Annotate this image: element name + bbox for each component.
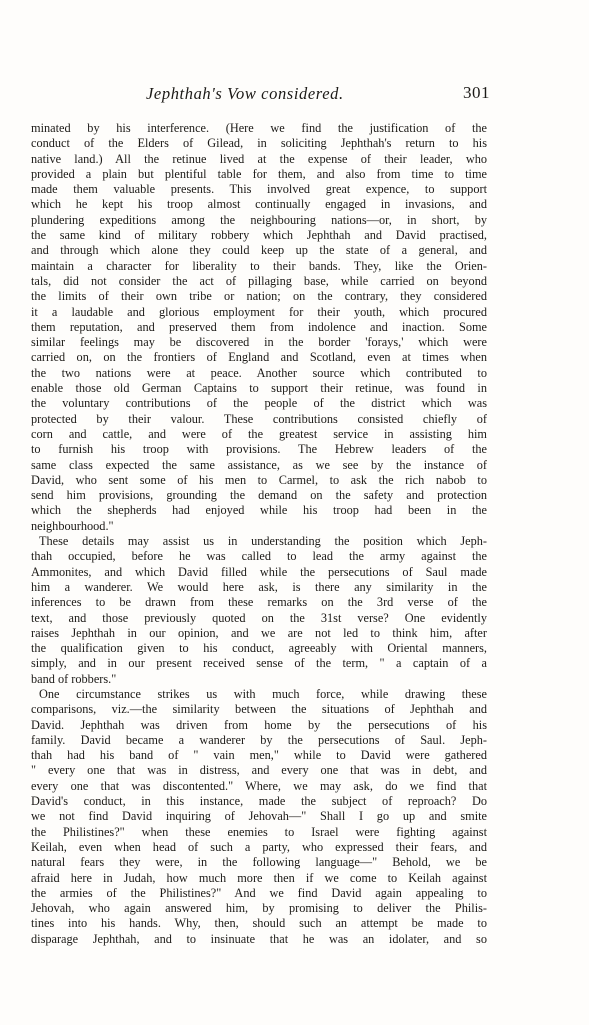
text-line: tals, did not consider the act of pillaging base, while carried on beyond: [31, 273, 487, 288]
text-line: inferences to be drawn from these remarks on the 3rd verse of the: [31, 595, 487, 610]
text-line: disparage Jephthah, and to insinuate that he was an idolater, and so: [31, 931, 487, 946]
running-title: Jephthah's Vow considered.: [146, 84, 344, 103]
text-line: it a laudable and glorious employment for their youth, which procured: [31, 304, 487, 319]
text-line: David. Jephthah was driven from home by the persecutions of his: [31, 717, 487, 732]
body-text: [31, 121, 487, 947]
text-line: raises Jephthah in our opinion, and we are not led to think him, after: [31, 625, 487, 640]
text-line: the two nations were at peace. Another source which contributed to: [31, 365, 487, 380]
text-line: carried on, on the frontiers of England and Scotland, even at times when: [31, 350, 487, 365]
text-line: we not find David inquiring of Jehovah—" Shall I go up and smite: [31, 809, 487, 824]
text-line: natural fears they were, in the following language—" Behold, we be: [31, 855, 487, 870]
text-line: same class expected the same assistance, as we see by the instance of: [31, 457, 487, 472]
text-line: conduct of the Elders of Gilead, in soliciting Jephthah's return to his: [31, 136, 487, 151]
text-line: tines into his hands. Why, then, should such an attempt be made to: [31, 916, 487, 931]
text-line: to furnish his troop with provisions. The Hebrew leaders of the: [31, 442, 487, 457]
text-line: family. David became a wanderer by the persecutions of Saul. Jeph-: [31, 732, 487, 747]
running-head: [30, 84, 490, 108]
text-line: maintain a character for liberality to their bands. They, like the Orien-: [31, 258, 487, 273]
text-line: Jehovah, who again answered him, by promising to deliver the Philis-: [31, 901, 487, 916]
text-line: the same kind of military robbery which Jephthah and David practised,: [31, 228, 487, 243]
text-line: neighbourhood.": [31, 518, 114, 533]
text-line: every one that was discontented." Where, we may ask, do we find that: [31, 778, 487, 793]
text-line: him a wanderer. We would here ask, is there any similarity in the: [31, 579, 487, 594]
text-line: Keilah, even when head of such a party, who expressed their fears, and: [31, 839, 487, 854]
text-line: which the shepherds had enjoyed while his troop had been in the: [31, 503, 487, 518]
text-line: the voluntary contributions of the people of the district which was: [31, 396, 487, 411]
text-line: text, and those previously quoted on the 31st verse? One evidently: [31, 610, 487, 625]
text-line: thah had his band of " vain men," while to David were gathered: [31, 748, 487, 763]
text-line: which he kept his troop almost continually engaged in invasions, and: [31, 197, 487, 212]
text-line: native land.) All the retinue lived at the expense of their leader, who: [31, 151, 487, 166]
text-line: provided a plain but plentiful table for them, and also from time to time: [31, 166, 487, 181]
text-line: David's conduct, in this instance, made the subject of reproach? Do: [31, 794, 487, 809]
text-line: send him provisions, grounding the demand on the safety and protection: [31, 488, 487, 503]
text-line: enable those old German Captains to support their retinue, was found in: [31, 381, 487, 396]
text-line: comparisons, viz.—the similarity between the situations of Jephthah and: [31, 702, 487, 717]
text-line: them reputation, and preserved them from indolence and inaction. Some: [31, 319, 487, 334]
text-line: These details may assist us in understanding the position which Jeph-: [39, 534, 487, 549]
text-line: One circumstance strikes us with much force, while drawing these: [39, 686, 487, 701]
text-line: similar feelings may be discovered in the border 'forays,' which were: [31, 335, 487, 350]
text-line: Ammonites, and which David filled while the persecutions of Saul made: [31, 564, 487, 579]
text-line: corn and cattle, and were of the greatest service in assisting him: [31, 426, 487, 441]
text-line: plundering expeditions among the neighbouring nations—or, in short, by: [31, 212, 487, 227]
text-line: minated by his interference. (Here we find the justification of the: [31, 121, 487, 135]
text-line: and through which alone they could keep up the state of a general, and: [31, 243, 487, 258]
text-line: the armies of the Philistines?" And we find David again appealing to: [31, 885, 487, 900]
text-line: afraid here in Judah, how much more then if we come to Keilah against: [31, 870, 487, 885]
text-line: thah occupied, before he was called to lead the army against the: [31, 549, 487, 564]
text-line: simply, and in our present received sense of the term, " a captain of a: [31, 656, 487, 671]
text-line: made them valuable presents. This involved great expence, to support: [31, 182, 487, 197]
text-line: " every one that was in distress, and every one that was in debt, and: [31, 763, 487, 778]
text-line: David, who sent some of his men to Carmel, to ask the rich nabob to: [31, 472, 487, 487]
page-number: 301: [463, 83, 490, 102]
text-line: the qualification given to his conduct, agreeably with Oriental manners,: [31, 641, 487, 656]
text-line: protected by their valour. These contributions consisted chiefly of: [31, 411, 487, 426]
text-line: the limits of their own tribe or nation; on the contrary, they considered: [31, 289, 487, 304]
text-line: the Philistines?" when these enemies to Israel were fighting against: [31, 824, 487, 839]
text-line: band of robbers.": [31, 671, 117, 686]
